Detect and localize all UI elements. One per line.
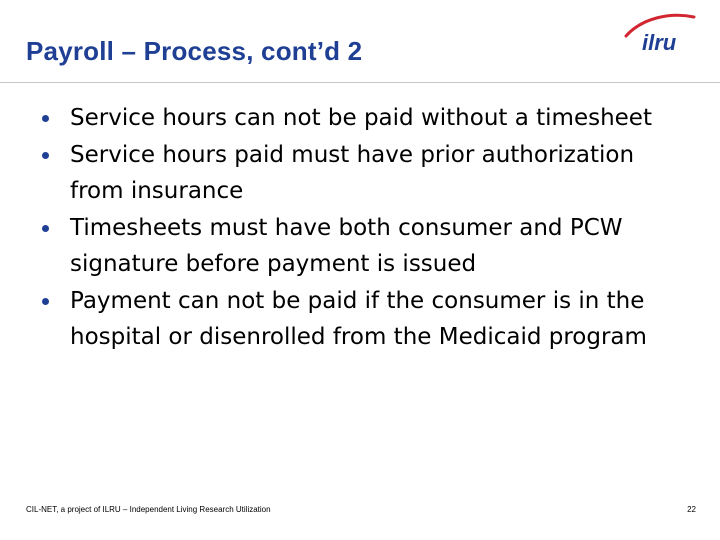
bullet-item [40,100,690,137]
bullet-text: Timesheets must have both consumer and PCW signature before payment is issued [70,214,623,277]
bullet-text: Payment can not be paid if the consumer is in the hospital or disenrolled from the Medicaid program [70,287,647,350]
logo-text: ilru [642,30,677,55]
bullet-item [40,137,690,210]
bullet-dot-icon [42,115,49,122]
bullet-dot-icon [42,225,49,232]
ilru-logo [618,10,698,55]
footer-credit: CIL-NET, a project of ILRU – Independent Living Research Utilization [26,505,271,514]
bullet-text: Service hours can not be paid without a timesheet [70,105,652,131]
bullet-text: Service hours paid must have prior authorization from insurance [70,141,635,204]
bullet-dot-icon [42,298,49,305]
bullet-list [40,100,690,356]
bullet-item [40,210,690,283]
bullet-item [40,283,690,356]
page-number: 22 [687,505,696,514]
bullet-dot-icon [42,152,49,159]
title-divider [0,82,720,83]
slide-title: Payroll – Process, cont’d 2 [26,36,363,66]
